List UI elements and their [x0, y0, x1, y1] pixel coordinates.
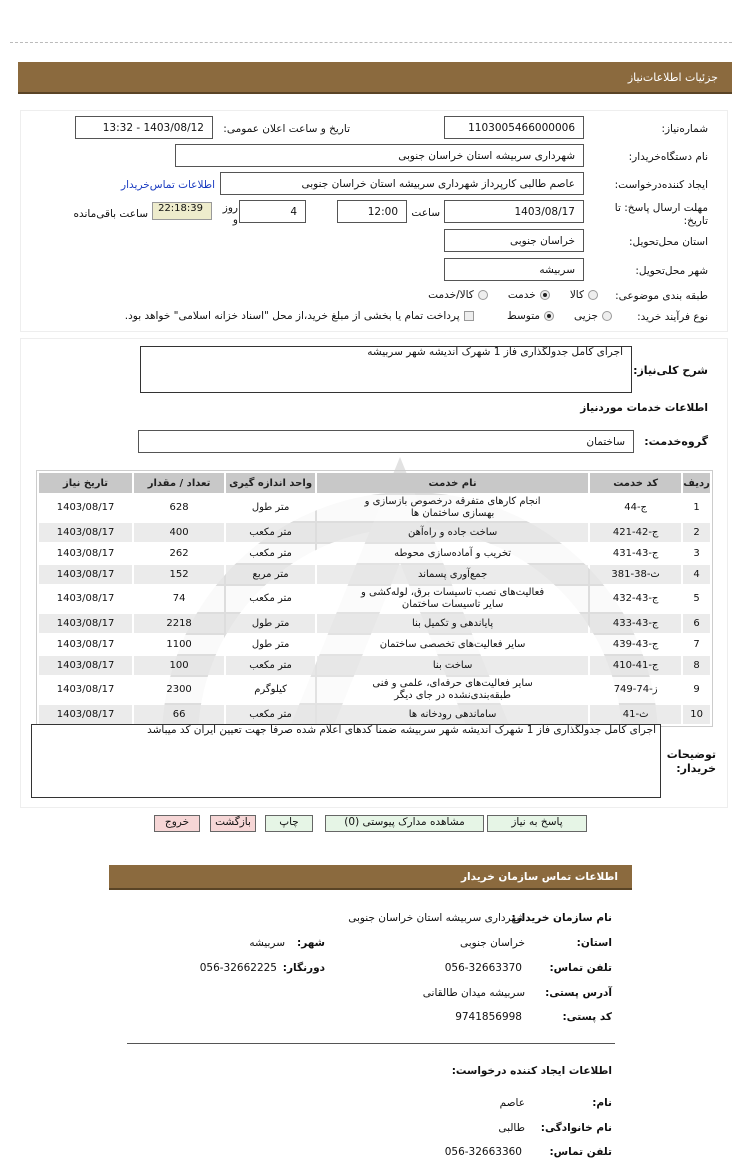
province-field: خراسان جنوبی — [444, 229, 584, 252]
contact-header — [109, 865, 632, 890]
table-cell: متر طول — [226, 495, 315, 521]
table-row — [39, 677, 710, 703]
table-cell: 6 — [683, 614, 710, 633]
table-cell: 1 — [683, 495, 710, 521]
table-cell: ز-74-749 — [590, 677, 681, 703]
treasury-note: پرداخت تمام یا بخشی از مبلغ خرید،از محل "اسناد خزانه اسلامی" خواهد بود. — [124, 310, 460, 322]
summary-field: اجرای کامل جدولگذاری فاز 1 شهرک اندیشه شهر سربیشه — [140, 346, 632, 393]
announce-label: تاریخ و ساعت اعلان عمومی: — [223, 123, 350, 135]
table-cell: 628 — [134, 495, 224, 521]
table-cell: ج-44 — [590, 495, 681, 521]
table-row — [39, 635, 710, 654]
services-table — [36, 470, 713, 727]
table-cell: 1403/08/17 — [39, 705, 132, 724]
table-cell: 400 — [134, 523, 224, 542]
city-label-contact: شهر: — [297, 937, 325, 949]
table-cell: 2300 — [134, 677, 224, 703]
top-divider — [10, 42, 732, 43]
table-cell: متر طول — [226, 614, 315, 633]
last-name-value: طالبی — [498, 1122, 525, 1134]
announce-field: 1403/08/12 - 13:32 — [75, 116, 213, 139]
table-cell: ث-38-381 — [590, 565, 681, 584]
radio-minor[interactable]: جزیی — [574, 310, 612, 322]
table-cell: 262 — [134, 544, 224, 563]
phone-label: تلفن تماس: — [549, 962, 612, 974]
buyer-notes-label: توضیحات خریدار: — [666, 748, 716, 775]
table-cell: ج-43-431 — [590, 544, 681, 563]
postal-value: 9741856998 — [455, 1011, 522, 1023]
table-cell: 1100 — [134, 635, 224, 654]
radio-goods-service[interactable]: کالا/خدمت — [428, 289, 488, 301]
province-label-contact: استان: — [576, 937, 612, 949]
table-cell: 1403/08/17 — [39, 523, 132, 542]
table-cell: 152 — [134, 565, 224, 584]
remaining-time-field: 22:18:39 — [152, 202, 212, 220]
table-cell: 3 — [683, 544, 710, 563]
buyer-notes-field: اجرای کامل جدولگذاری فاز 1 شهرک اندیشه شهر سربیشه ضمنا کدهای اعلام شده صرفا جهت تعیین ایران کد میباشد — [31, 724, 661, 798]
group-label: گروه‌خدمت: — [644, 435, 708, 448]
table-cell: 74 — [134, 586, 224, 612]
buyer-org-label: نام دستگاه‌خریدار: — [628, 151, 708, 163]
fax-label: دورنگار: — [282, 962, 325, 974]
column-header: نام خدمت — [317, 473, 588, 493]
category-label: طبقه بندی موضوعی: — [615, 290, 708, 302]
reply-button[interactable]: پاسخ به نیاز — [487, 815, 587, 832]
buyer-org-field: شهرداری سربیشه استان خراسان جنوبی — [175, 144, 584, 167]
deadline-date-field: 1403/08/17 — [444, 200, 584, 223]
table-cell: سایر فعالیت‌های حرفه‌ای، علمی و فنی طبقه‌بندی‌نشده در جای دیگر — [317, 677, 588, 703]
table-row — [39, 544, 710, 563]
summary-label: شرح کلی‌نیاز: — [633, 364, 708, 377]
table-cell: 1403/08/17 — [39, 635, 132, 654]
creator-label: ایجاد کننده‌درخواست: — [614, 179, 708, 191]
table-cell: ج-43-433 — [590, 614, 681, 633]
need-number-field: 1103005466000006 — [444, 116, 584, 139]
table-cell: ساماندهی رودخانه ها — [317, 705, 588, 724]
org-value: شهرداری سربیشه استان خراسان جنوبی — [348, 912, 525, 924]
postal-label: کد پستی: — [562, 1011, 612, 1023]
exit-button[interactable]: خروج — [154, 815, 200, 832]
fax-value: 056-32662225 — [199, 962, 277, 974]
table-cell: ساخت بنا — [317, 656, 588, 675]
buyer-contact-link[interactable]: اطلاعات تماس‌خریدار — [121, 179, 215, 191]
remaining-label: ساعت باقی‌مانده — [73, 208, 148, 220]
view-attachments-button[interactable]: مشاهده مدارک پیوستی (0) — [325, 815, 484, 832]
days-field: 4 — [239, 200, 306, 223]
group-field: ساختمان — [138, 430, 634, 453]
process-label: نوع فرآیند خرید: — [637, 311, 708, 323]
table-row — [39, 495, 710, 521]
table-cell: 2218 — [134, 614, 224, 633]
org-label: نام سازمان خریدار: — [511, 912, 612, 924]
need-number-label: شماره‌نیاز: — [661, 123, 708, 135]
table-cell: 1403/08/17 — [39, 565, 132, 584]
table-cell: 1403/08/17 — [39, 656, 132, 675]
city-label: شهر محل‌تحویل: — [635, 265, 708, 277]
table-cell: 7 — [683, 635, 710, 654]
address-value: سربیشه میدان طالقانی — [422, 987, 525, 999]
table-cell: متر مربع — [226, 565, 315, 584]
phone-value: 056-32663370 — [444, 962, 522, 974]
table-cell: ج-43-439 — [590, 635, 681, 654]
table-cell: ث-41 — [590, 705, 681, 724]
table-cell: 100 — [134, 656, 224, 675]
table-cell: متر مکعب — [226, 656, 315, 675]
contact-divider — [127, 1043, 615, 1044]
column-header: ردیف — [683, 473, 710, 493]
table-cell: ج-43-432 — [590, 586, 681, 612]
day-label: روز و — [222, 202, 238, 226]
page-title: جزئیات اطلاعات‌نیاز — [627, 70, 718, 84]
table-cell: فعالیت‌های نصب تاسیسات برق، لوله‌کشی و سایر تاسیسات ساختمان — [317, 586, 588, 612]
table-cell: کیلوگرم — [226, 677, 315, 703]
first-name-label: نام: — [592, 1097, 612, 1109]
table-cell: 5 — [683, 586, 710, 612]
creator-phone-value: 056-32663360 — [444, 1146, 522, 1158]
creator-field: عاصم طالبی کارپرداز شهرداری سربیشه استان خراسان جنوبی — [220, 172, 584, 195]
print-button[interactable]: چاپ — [265, 815, 313, 832]
services-title: اطلاعات خدمات موردنیاز — [580, 402, 708, 414]
table-cell: 1403/08/17 — [39, 586, 132, 612]
table-cell: 1403/08/17 — [39, 495, 132, 521]
contact-title: اطلاعات تماس سازمان خریدار — [461, 870, 618, 883]
radio-medium[interactable]: متوسط — [507, 310, 554, 322]
table-row — [39, 656, 710, 675]
table-cell: متر مکعب — [226, 586, 315, 612]
table-cell: 8 — [683, 656, 710, 675]
table-cell: 1403/08/17 — [39, 677, 132, 703]
table-row — [39, 565, 710, 584]
table-cell: 10 — [683, 705, 710, 724]
last-name-label: نام خانوادگی: — [540, 1122, 612, 1134]
table-row — [39, 586, 710, 612]
column-header: تعداد / مقدار — [134, 473, 224, 493]
category-radios — [428, 289, 598, 301]
deadline-label: مهلت ارسال پاسخ: تا تاریخ: — [614, 202, 708, 227]
first-name-value: عاصم — [499, 1097, 525, 1109]
table-cell: 4 — [683, 565, 710, 584]
table-cell: 66 — [134, 705, 224, 724]
column-header: کد خدمت — [590, 473, 681, 493]
table-row — [39, 705, 710, 724]
table-cell: متر مکعب — [226, 544, 315, 563]
treasury-checkbox[interactable] — [460, 310, 474, 322]
radio-service[interactable]: خدمت — [508, 289, 550, 301]
table-cell: ج-42-421 — [590, 523, 681, 542]
page-header — [18, 62, 732, 94]
creator-section-title: اطلاعات ایجاد کننده درخواست: — [451, 1065, 612, 1077]
province-value-contact: خراسان جنوبی — [459, 937, 525, 949]
table-cell: جمع‌آوری پسماند — [317, 565, 588, 584]
column-header: واحد اندازه گیری — [226, 473, 315, 493]
process-radios — [125, 310, 612, 322]
table-cell: ساخت جاده و راه‌آهن — [317, 523, 588, 542]
table-cell: انجام کارهای متفرقه درخصوص بازسازی و بهسازی ساختمان ها — [317, 495, 588, 521]
time-label: ساعت — [411, 207, 440, 219]
city-field: سربیشه — [444, 258, 584, 281]
table-cell: 1403/08/17 — [39, 544, 132, 563]
table-cell: متر طول — [226, 635, 315, 654]
province-label: استان محل‌تحویل: — [628, 236, 708, 248]
table-cell: پایاندهی و تکمیل بنا — [317, 614, 588, 633]
table-row — [39, 614, 710, 633]
table-cell: 1403/08/17 — [39, 614, 132, 633]
address-label: آدرس پستی: — [545, 987, 612, 999]
table-cell: 2 — [683, 523, 710, 542]
creator-phone-label: تلفن تماس: — [549, 1146, 612, 1158]
radio-goods[interactable]: کالا — [570, 289, 598, 301]
column-header: تاریخ نیاز — [39, 473, 132, 493]
table-cell: ج-41-410 — [590, 656, 681, 675]
back-button[interactable]: بازگشت — [210, 815, 256, 832]
city-value-contact: سربیشه — [249, 937, 285, 949]
deadline-time-field: 12:00 — [337, 200, 407, 223]
table-row — [39, 523, 710, 542]
table-cell: 9 — [683, 677, 710, 703]
table-cell: سایر فعالیت‌های تخصصی ساختمان — [317, 635, 588, 654]
table-cell: تخریب و آماده‌سازی محوطه — [317, 544, 588, 563]
table-cell: متر مکعب — [226, 705, 315, 724]
table-cell: متر مکعب — [226, 523, 315, 542]
